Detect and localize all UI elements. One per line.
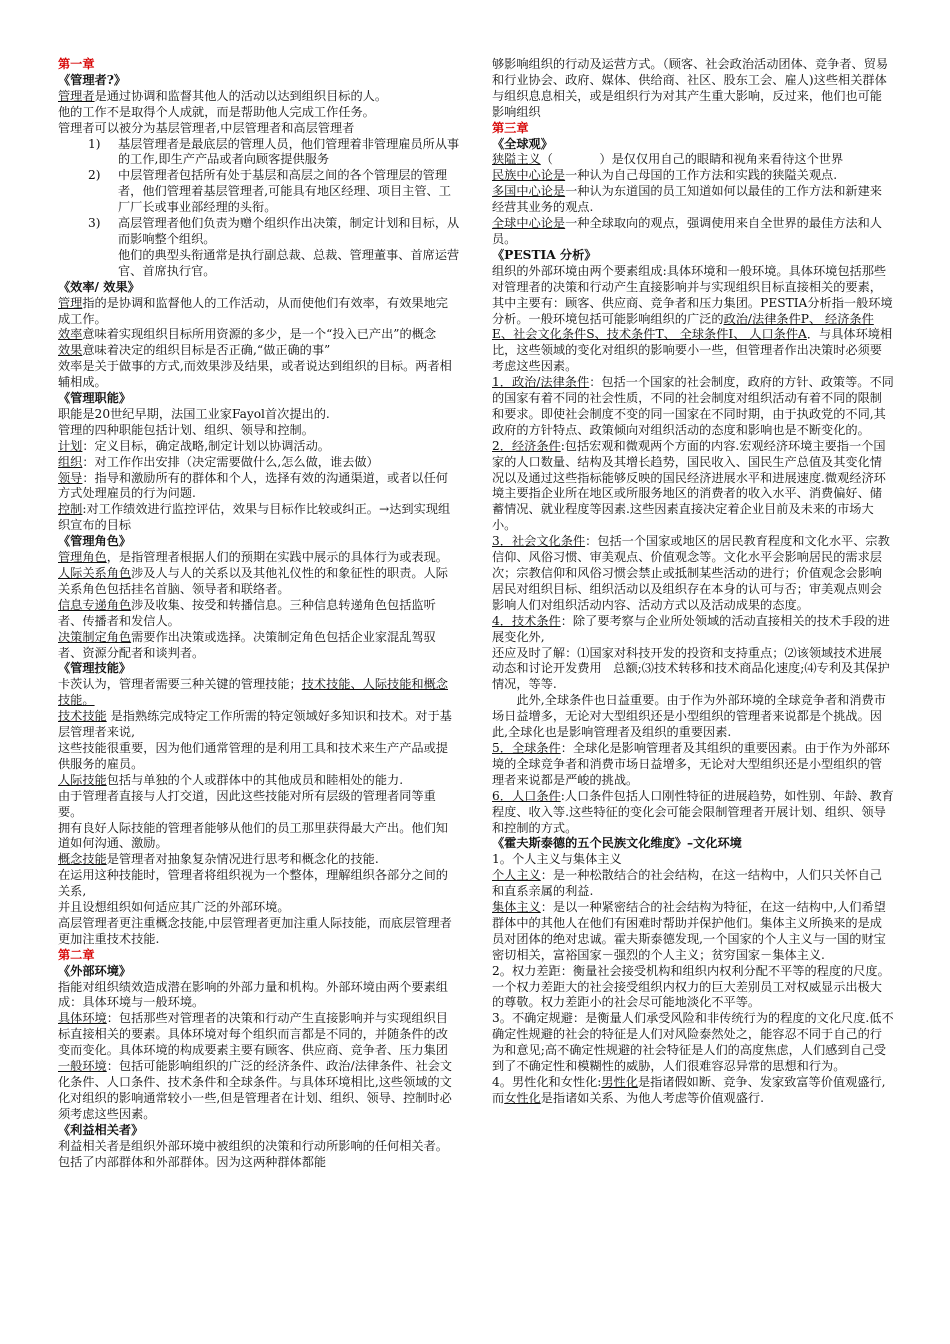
paragraph [492, 216, 894, 248]
underlined-term: 3．社会文化条件 [492, 534, 586, 549]
paragraph [492, 264, 894, 375]
text-run: 此外,全球条件也日益重要。由于作为外部环境的全球竞争者和消费市场日益增多，无论对大型组织还是小型组织的管理者来说都是个挑战。因此,全球化也是影响管理者及组织的重要因素. [492, 693, 886, 740]
section-heading: 《效率/ 效果》 [58, 279, 140, 294]
item-text: 高层管理者他们负责为赠个组织作出决策，制定计划和目标，从而影响整个组织。 [118, 216, 460, 246]
section-heading: 《管理角色》 [58, 534, 132, 549]
underlined-term: 4．技术条件 [492, 613, 561, 628]
paragraph [492, 646, 894, 694]
text-run: 是指诸假如断、竞争、发家致富等价值观盛行,而 [492, 1075, 886, 1105]
paragraph [58, 1011, 460, 1059]
text-run: 是通过协调和监督其他人的活动以达到组织目标的人。 [94, 88, 388, 103]
underlined-term: 集体主义 [492, 900, 541, 915]
text-run: （ ）是仅仅用自己的眼睛和视角来看待这个世界 [540, 152, 844, 167]
section-heading: 《霍夫斯泰德的五个民族文化维度》–文化环境 [492, 836, 742, 851]
paragraph [58, 852, 460, 868]
text-run: 由于管理者直接与人打交道，因此这些技能对所有层级的管理者同等重要。 [58, 788, 436, 819]
paragraph [58, 105, 460, 121]
underlined-term: 决策制定角色 [58, 629, 132, 644]
chapter-heading: 第三章 [492, 120, 529, 135]
paragraph [58, 423, 460, 439]
underlined-term: 男性化 [601, 1075, 638, 1089]
paragraph [58, 598, 460, 630]
paragraph [492, 184, 894, 216]
underlined-term: 狭隘主义 [492, 152, 541, 167]
paragraph [58, 121, 460, 137]
item-number: 1) [88, 136, 101, 151]
underlined-term: 计划 [58, 438, 83, 453]
underlined-term: 2．经济条件 [492, 438, 561, 453]
text-run: ，是指管理者根据人们的预期在实践中展示的具体行为或表现。 [106, 550, 448, 565]
text-run: 一种认为东道国的员工知道如何以最佳的工作方法和新建来经营其业务的观点. [492, 184, 882, 215]
paragraph [492, 868, 894, 900]
text-run: 指能对组织绩效造成潜在影响的外部力量和机构。外部环境由两个要素组成：具体环境与一般环境。 [58, 979, 448, 1010]
section-heading: 《利益相关者》 [58, 1122, 144, 1137]
text-run: 拥有良好人际技能的管理者能够从他们的员工那里获得最大产出。他们知道如何沟通、激励。 [58, 820, 448, 851]
underlined-term: 管理角色 [58, 550, 107, 565]
text-run: 高层管理者更注重概念技能,中层管理者更加注重人际技能，而底层管理者更加注重技术技能. [58, 915, 452, 946]
underlined-term: 1．政治/法律条件 [492, 375, 590, 390]
text-run: 管理的四种职能包括计划、组织、领导和控制。 [58, 422, 314, 437]
numbered-item [58, 216, 460, 248]
text-run: 职能是20世纪早期，法国工业家Fayol首次提出的. [58, 406, 330, 421]
text-run: ：全球化是影响管理者及其组织的重要因素。由于作为外部环境的全球竞争者和消费市场日益增多，无论对大型组织还是小型组织的管理者来说都是严峻的挑战。 [492, 740, 890, 787]
underlined-term: 概念技能 [58, 852, 107, 867]
paragraph [58, 502, 460, 534]
paragraph [492, 1011, 894, 1075]
underlined-term: 人际关系角色 [58, 566, 132, 580]
text-run: 指的是协调和监督他人的工作活动，从而使他们有效率，有效果地完成工作。 [58, 295, 448, 326]
underlined-term: 技术技能、人际技能和概念技能。 [58, 677, 448, 708]
underlined-term: 个人主义 [492, 868, 541, 883]
text-run: ：包括一个国家或地区的居民教育程度和文化水平、宗教信仰、风俗习惯、审美观点、价值观念等。文化水平会影响居民的需求层次；宗教信仰和风俗习惯会禁止或抵制某些活动的进行；价值观念会影响居民对组织目标、组织活动以及组织存在本身的认可与否；审美观点则会影响人们对组织活动内容、活动方式以及活动成果的态度。 [492, 534, 890, 612]
text-run: 涉及收集、按受和转播信息。三种信息转递角色包括监听者、传播者和发信人。 [58, 597, 436, 628]
paragraph [58, 359, 460, 391]
paragraph [58, 439, 460, 455]
paragraph [58, 566, 460, 598]
paragraph [492, 693, 894, 741]
item-continuation: 他们的典型头衔通常是执行副总裁、总裁、管理董事、首席运营官、首席执行官。 [118, 247, 460, 278]
text-run: 在运用这种技能时，管理者将组织视为一个整体，理解组织各部分之间的关系, [58, 868, 448, 899]
paragraph [58, 327, 460, 343]
underlined-term: 信息专递角色 [58, 597, 132, 612]
paragraph [58, 980, 460, 1012]
underlined-term: 多国中心论是 [492, 184, 566, 199]
text-run: ：指导和激励所有的群体和个人，选择有效的沟通渠道，或者以任何方式处理雇员的行为问题. [58, 470, 448, 501]
text-run: 卡茨认为，管理者需要三种关键的管理技能； [58, 677, 302, 692]
text-run: ：对工作作出安排（决定需要做什么,怎么做，谁去做） [82, 454, 379, 469]
text-run: 涉及人与人的关系以及其他礼仪性的和象征性的职责。人际关系角色包括挂名首脑、领导者和联络者。 [58, 566, 448, 596]
text-run: 是管理者对抽象复杂情况进行思考和概念化的技能. [106, 852, 379, 867]
text-run: 效率是关于做事的方式,而效果涉及结果，或者说达到组织的目标。两者相辅相成。 [58, 359, 452, 390]
paragraph [492, 741, 894, 789]
item-text: 中层管理者包括所有处于基层和高层之间的各个管理层的管理者，他们管理着基层管理者,可能具有地区经理、项目主管、工厂厂长或事业部经理的头衔。 [118, 168, 451, 215]
paragraph [58, 821, 460, 853]
text-run: 2。权力差距：衡量社会接受机构和组织内权利分配不平等的程度的尺度。一个权力差距大的社会接受组织内权力的巨大差别员工对权威显示出极大的尊敬。权力差距小的社会尽可能地淡化不平等。 [492, 963, 890, 1010]
underlined-term: 具体环境 [58, 1011, 107, 1026]
section-heading: 《全球观》 [492, 136, 553, 151]
paragraph [492, 439, 894, 534]
text-run: ：定义目标，确定战略,制定计划以协调活动。 [82, 438, 330, 453]
text-run: 意味着决定的组织目标是否正确,“做正确的事” [82, 343, 331, 358]
text-run: 他的工作不是取得个人成就，而是帮助他人完成工作任务。 [58, 104, 375, 119]
paragraph [58, 89, 460, 105]
underlined-term: 效果 [58, 343, 83, 358]
paragraph [58, 407, 460, 423]
text-run: 是指熟练完成特定工作所需的特定领域好多知识和技术。对于基层管理者来说, [58, 709, 452, 740]
text-run: :人口条件包括人口刚性特征的进展趋势，如性别、年龄、教育程度、收入等.这些特征的变化会可能会限制管理者开展计划、组织、领导和控制的方式。 [492, 788, 894, 835]
paragraph [492, 852, 894, 868]
underlined-term: 控制 [58, 502, 83, 517]
paragraph [492, 534, 894, 614]
numbered-item [58, 168, 460, 216]
chapter-heading: 第二章 [58, 947, 95, 962]
underlined-term: 技术技能 [58, 709, 107, 724]
paragraph [58, 471, 460, 503]
paragraph [58, 868, 460, 900]
paragraph [58, 741, 460, 773]
text-run: ：包括一个国家的社会制度，政府的方针、政策等。不同的国家有着不同的社会性质，不同的社会制度对组织活动有着不同的限制和要求。即使社会制度不变的同一国家在不同时期，由于执政党的不同,其政府的方针特点、政策倾向对组织活动的态度和影响也是不断变化的。 [492, 375, 894, 437]
paragraph [58, 789, 460, 821]
chapter-heading: 第一章 [58, 57, 95, 71]
right-column [492, 57, 894, 1107]
text-run: 并且设想组织如何适应其广泛的外部环境。 [58, 900, 290, 915]
underlined-term: 领导 [58, 470, 83, 485]
underlined-term: 组织 [58, 454, 83, 469]
paragraph [58, 455, 460, 471]
paragraph [492, 1075, 894, 1107]
underlined-term: 一般环境 [58, 1059, 107, 1074]
text-run: 3。不确定规避：是衡量人们承受风险和非传统行为的程度的文化尺度.低不确定性规避的社会的特征是人们对风险泰然处之，能容忍不同于自己的行为和意见;高不确定性规避的社会特征是人们的高度焦虑，人们感到自己受到了不确定性和模糊性的威胁，人们很难容忍异常的思想和行为。 [492, 1011, 894, 1074]
item-text: 基层管理者是最底层的管理人员，他们管理着非管理雇员所从事的工作,即生产产品或者向顾客提供服务 [118, 136, 460, 167]
paragraph [58, 1139, 460, 1171]
underlined-term: 效率 [58, 327, 83, 342]
text-run: 是指诸如关系、为他人考虑等价值观盛行. [540, 1090, 764, 1105]
paragraph [58, 900, 460, 916]
section-heading: 《管理者?》 [58, 72, 127, 87]
text-run: ：包括可能影响组织的广泛的经济条件、政治/法律条件、社会文化条件、人口条件、技术条件和全球条件。与具体环境相比,这些领域的文化对组织的影响通常较小一些,但是管理者在计划、组织、领导、控制时必须考虑这些因素。 [58, 1059, 453, 1121]
paragraph [492, 168, 894, 184]
text-run: 意味着实现组织目标所用资源的多少，是一个“投入已产出”的概念 [82, 327, 437, 342]
underlined-term: 政治/法律条件P、 经济条件E、社会文化条件S、技术条件T、 全球条件I、 人口条件A [492, 311, 874, 342]
underlined-term: 6．人口条件 [492, 788, 561, 803]
paragraph [58, 343, 460, 359]
text-run: 组织的外部环境由两个要素组成:具体环境和一般环境。具体环境包括那些对管理者的决策和行动产生直接影响并与实现组织目标直接相关的要素，其中主要有：顾客、供应商、竞争者和压力集团。PESTIA分析指一般环境分析。一般环境包括可能影响组织的广泛的 [492, 263, 893, 326]
text-run: 需要作出决策或选择。决策制定角色包括企业家混乱驾驭者、资源分配者和谈判者。 [58, 629, 436, 660]
text-run: ：包括那些对管理者的决策和行动产生直接影响并与实现组织目标直接相关的要素。具体环境对每个组织而言都是不同的，并随条件的改变而变化。具体环境的构成要素主要有顾客、供应商、竞争者、压力集团 [58, 1011, 448, 1058]
paragraph [58, 296, 460, 328]
text-run: ．与具体环境相比，这些领域的变化对组织的影响要小一些，但管理者作出决策时必须要考虑这些因素。 [492, 327, 893, 374]
item-number: 2) [88, 168, 101, 183]
paragraph [492, 614, 894, 646]
paragraph [58, 1059, 460, 1123]
paragraph [492, 789, 894, 837]
paragraph [58, 677, 460, 709]
underlined-term: 民族中心论是 [492, 168, 566, 183]
text-run: 4。男性化和女性化: [492, 1075, 602, 1089]
underlined-term: 全球中心论是 [492, 216, 566, 231]
underlined-term: 管理 [58, 295, 83, 310]
text-run: ：是一种松散结合的社会结构，在这一结构中，人们只关怀自己和直系亲属的利益. [492, 868, 882, 899]
text-run: :对工作绩效进行监控评估，效果与目标作比较或纠正。→达到实现组织宣布的目标 [58, 502, 451, 533]
paragraph [492, 152, 894, 168]
underlined-term: 5．全球条件 [492, 740, 561, 755]
text-run: 这些技能很重要，因为他们通常管理的是利用工具和技术来生产产品或提供服务的雇员。 [58, 740, 448, 771]
text-run: 还应及时了解：⑴国家对科技开发的投资和支持重点；⑵该领域技术进展动态和讨论开发费用 总额;⑶技术转移和技术商品化速度;⑷专利及其保护情况，等等. [492, 645, 890, 692]
text-run: :包括宏观和微观两个方面的内容.宏观经济环境主要指一个国家的人口数量、结构及其增长趋势，国民收入、国民生产总值及其变化情况以及通过这些指标能够反映的国民经济进展水平和进展速度.微观经济环境主要指企业所在地区或所服务地区的消费者的收入水平、消费偏好、储蓄情况、就业程度等因素.这些因素直接决定着企业目前及未来的市场大小。 [492, 438, 886, 533]
paragraph [58, 709, 460, 741]
section-heading: 《管理技能》 [58, 661, 132, 676]
paragraph [58, 773, 460, 789]
paragraph [58, 916, 460, 948]
paragraph [492, 375, 894, 439]
text-run: 够影响组织的行动及运营方式。（顾客、社会政治活动团体、竞争者、贸易和行业协会、政府、媒体、供给商、社区、股东工会、雇人)这些相关群体与组织息息相关，或是组织行为对其产生重大影响，反过来，他们也可能影响组织 [492, 57, 889, 119]
paragraph [492, 964, 894, 1012]
underlined-term: 管理者 [58, 88, 95, 103]
section-heading: 《PESTIA 分析》 [492, 247, 597, 262]
numbered-item [58, 137, 460, 169]
paragraph [492, 900, 894, 964]
text-run: ：除了要考察与企业所处领域的活动直接相关的技术手段的进展变化外, [492, 613, 890, 644]
text-run: 管理者可以被分为基层管理者,中层管理者和高层管理者 [58, 120, 355, 135]
item-number: 3) [88, 216, 101, 231]
text-run: 包括与单独的个人或群体中的其他成员和睦相处的能力. [106, 772, 404, 787]
text-run: 一种全球取向的观点，强调使用来自全世界的最佳方法和人员。 [492, 216, 882, 246]
left-column [58, 57, 460, 1170]
paragraph [58, 550, 460, 566]
section-heading: 《管理职能》 [58, 391, 132, 406]
underlined-term: 人际技能 [58, 772, 107, 787]
text-run: 一种认为自己母国的工作方法和实践的狭隘关观点. [565, 168, 838, 183]
section-heading: 《外部环境》 [58, 963, 132, 978]
underlined-term: 女性化 [504, 1090, 541, 1105]
text-run: 利益相关者是组织外部环境中被组织的决策和行动所影响的任何相关者。包括了内部群体和外部群体。因为这两种群体都能 [58, 1138, 448, 1169]
paragraph [492, 57, 894, 121]
text-run: ：是以一种紧密结合的社会结构为特征，在这一结构中,人们希望群体中的其他人在他们有困难时帮助并保护他们。集体主义所换来的是成员对团体的绝对忠诚。霍夫斯泰德发现,一个国家的个人主义与一国的财宝密切相关，富裕国家－强烈的个人主义；贫穷国家－集体主义. [492, 900, 886, 962]
text-run: 1。个人主义与集体主义 [492, 852, 622, 867]
paragraph [58, 630, 460, 662]
